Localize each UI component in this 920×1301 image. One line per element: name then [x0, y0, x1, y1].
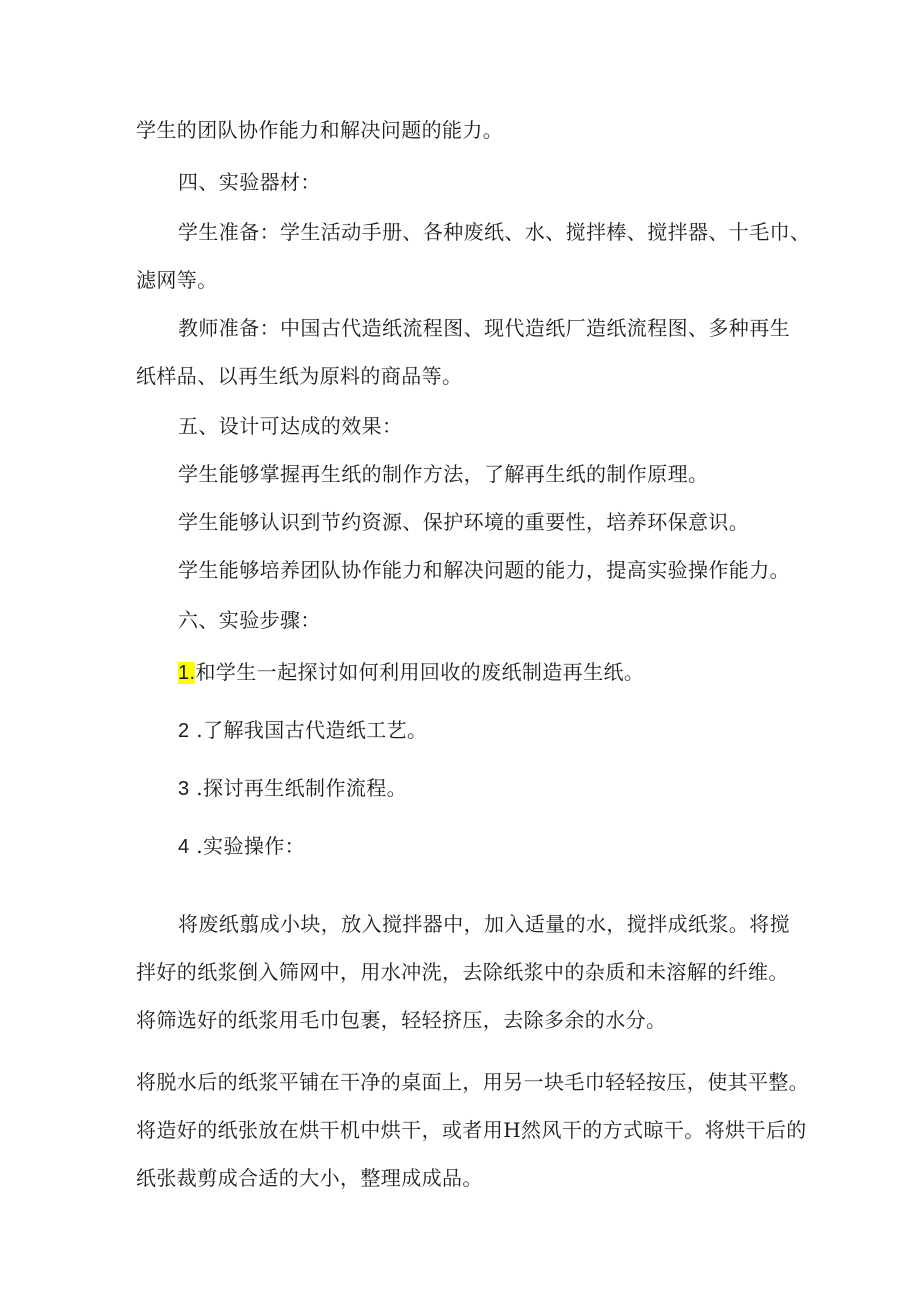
- step-item: [178, 832, 305, 861]
- body-line: 将筛选好的纸浆用毛巾包裹，轻轻挤压，去除多余的水分。: [136, 1008, 667, 1032]
- step-text: .实验操作：: [189, 834, 306, 858]
- step-item: [178, 716, 427, 745]
- step-number: 3: [178, 778, 190, 800]
- text-line: 纸样品、以再生纸为原料的商品等。: [136, 364, 463, 388]
- text-line: 学生能够认识到节约资源、保护环境的重要性，培养环保意识。: [178, 510, 750, 534]
- body-line: 将废纸翦成小块，放入搅拌器中，加入适量的水，搅拌成纸浆。将搅: [178, 912, 790, 936]
- text-line: 学生准备：学生活动手册、各种废纸、水、搅拌棒、搅拌器、十毛巾、: [178, 220, 811, 244]
- step-text: .了解我国古代造纸工艺。: [189, 718, 428, 742]
- step-text: 和学生一起探讨如何利用回收的废纸制造再生纸。: [195, 660, 645, 684]
- step-number: 1.: [178, 662, 196, 684]
- step-number: 2: [178, 720, 190, 742]
- text-line: 学生能够培养团队协作能力和解决问题的能力，提高实验操作能力。: [178, 558, 790, 582]
- step-item: [178, 658, 644, 687]
- text-line: 学生能够掌握再生纸的制作方法，了解再生纸的制作原理。: [178, 462, 709, 486]
- text-line: 滤网等。: [136, 268, 218, 292]
- text-line: 学生的团队协作能力和解决问题的能力。: [136, 118, 504, 142]
- text-line: 教师准备：中国古代造纸流程图、现代造纸厂造纸流程图、多种再生: [178, 316, 790, 340]
- section-heading-effects: 五、设计可达成的效果：: [178, 414, 403, 438]
- step-text: .探讨再生纸制作流程。: [189, 776, 408, 800]
- section-heading-equipment: 四、实验器材：: [178, 170, 321, 194]
- body-line: 将造好的纸张放在烘干机中烘干，或者用H然风干的方式晾干。将烘干后的: [136, 1118, 807, 1142]
- body-line: 纸张裁剪成合适的大小，整理成成品。: [136, 1166, 483, 1190]
- body-line: 拌好的纸浆倒入筛网中，用水冲洗，去除纸浆中的杂质和未溶解的纤维。: [136, 960, 789, 984]
- step-item: [178, 774, 407, 803]
- step-number: 4: [178, 836, 190, 858]
- body-line: 将脱水后的纸浆平铺在干净的桌面上，用另一块毛巾轻轻按压，使其平整。: [136, 1070, 810, 1094]
- section-heading-steps: 六、实验步骤：: [178, 608, 321, 632]
